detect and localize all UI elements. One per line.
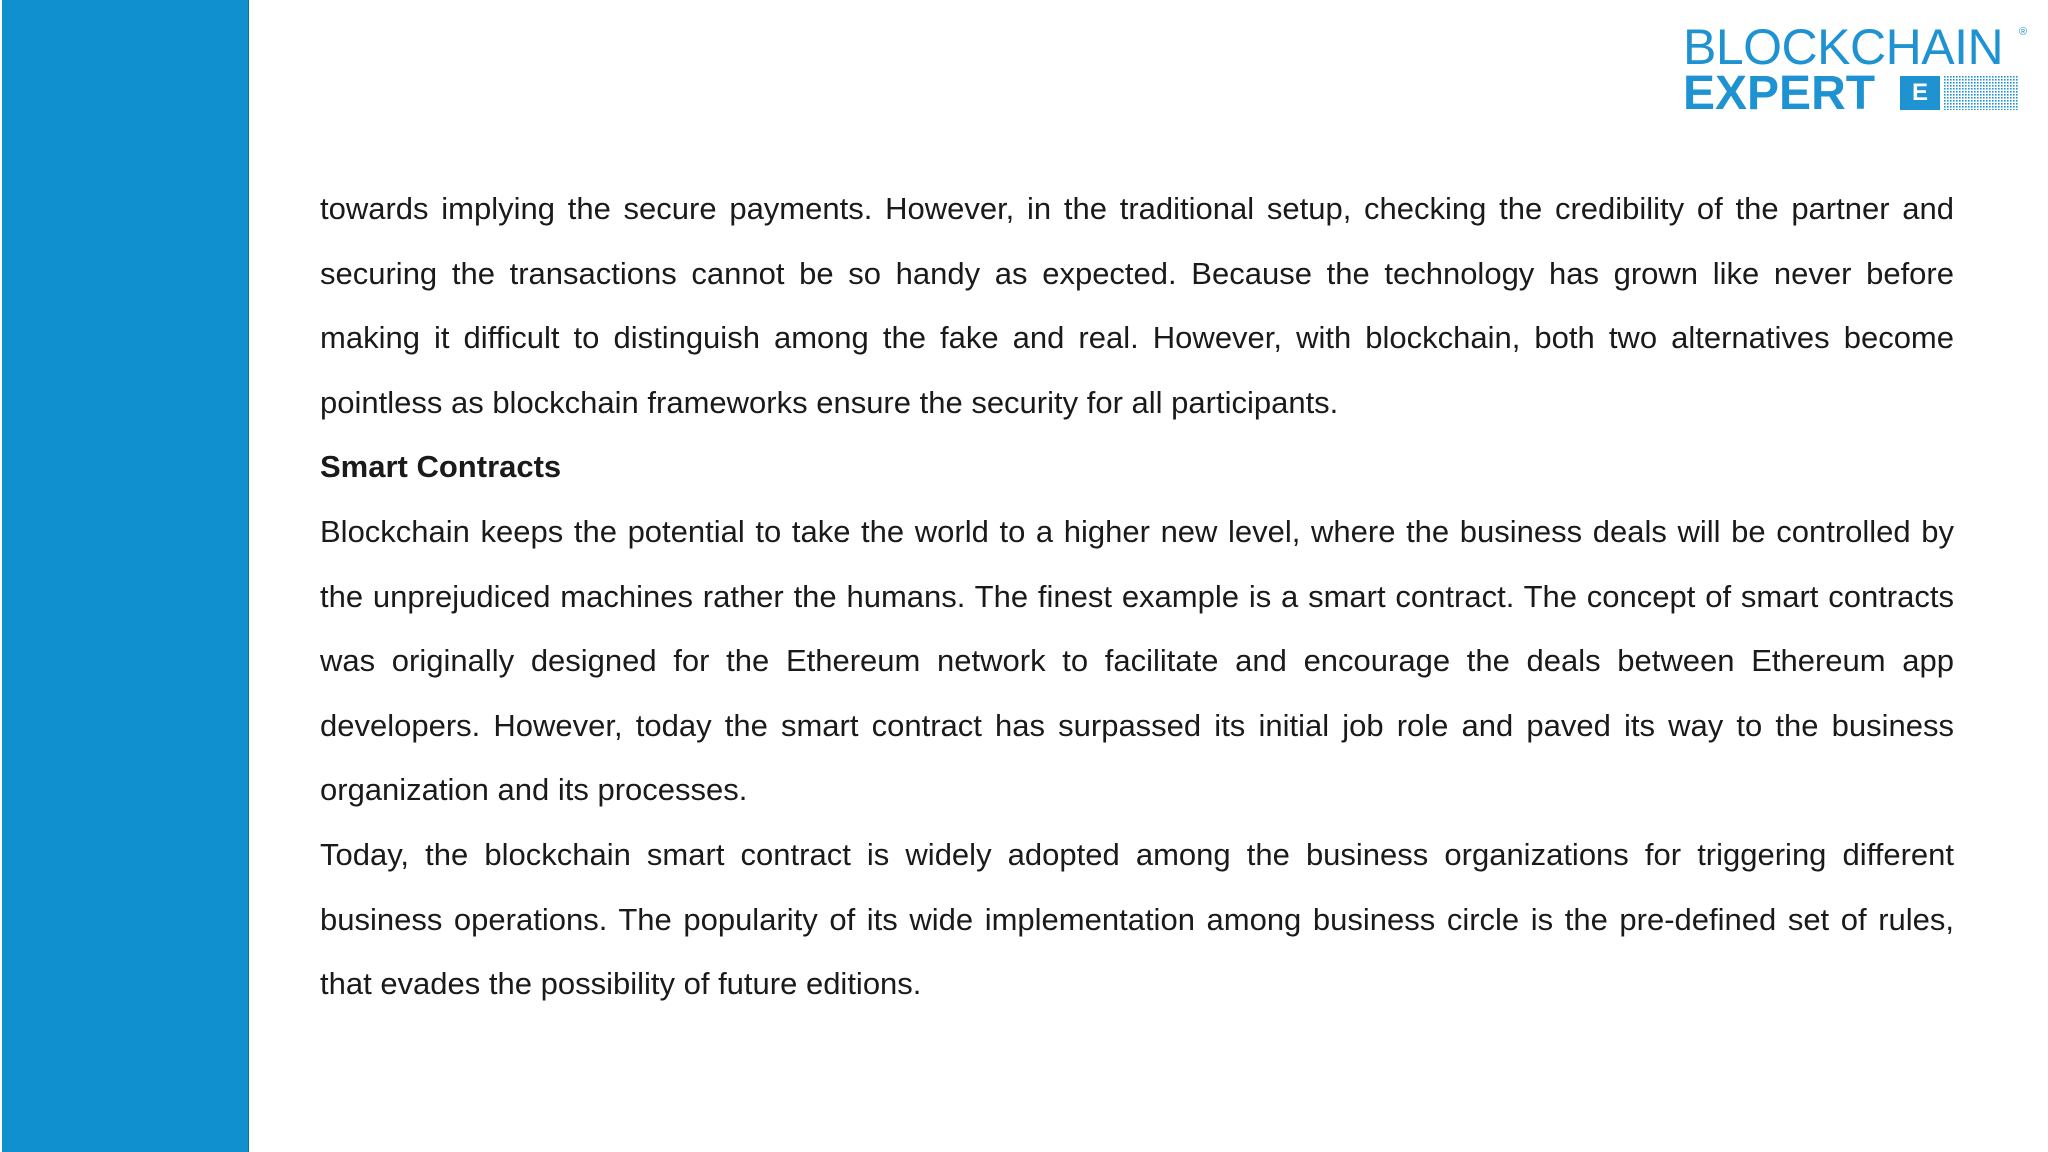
logo-dot-pattern-icon: [1944, 76, 2019, 110]
logo-line2: EXPERT: [1683, 67, 1876, 120]
logo-registered-mark: ®: [2019, 26, 2028, 38]
paragraph-smart-contracts-adoption: Today, the blockchain smart contract is widely adopted among the business organizations for triggering different business operations. The popularity of its wide implementation among business circle is the pre-defined set of rules, that evades the possibility of future editions.: [320, 836, 1954, 1002]
section-heading-smart-contracts: Smart Contracts: [320, 449, 562, 485]
logo-line1: BLOCKCHAIN: [1683, 19, 2004, 75]
sidebar-accent-bar: [2, 0, 249, 1152]
blockchain-expert-logo: [1683, 19, 2029, 120]
logo-badge: E: [1900, 76, 1940, 110]
paragraph-secure-payments: towards implying the secure payments. However, in the traditional setup, checking the credibility of the partner and securing the transactions cannot be so handy as expected. Because the technology has grown like never before making it difficult to distinguish among the fake and real. However, with blockchain, both two alternatives become pointless as blockchain frameworks ensure the security for all participants.: [320, 191, 1954, 420]
document-body: [320, 177, 1954, 1017]
paragraph-smart-contracts-intro: Blockchain keeps the potential to take the world to a higher new level, where the business deals will be controlled by the unprejudiced machines rather the humans. The finest example is a smart contract. The concept of smart contracts was originally designed for the Ethereum network to facilitate and encourage the deals between Ethereum app developers. However, today the smart contract has surpassed its initial job role and paved its way to the business organization and its processes.: [320, 513, 1954, 808]
